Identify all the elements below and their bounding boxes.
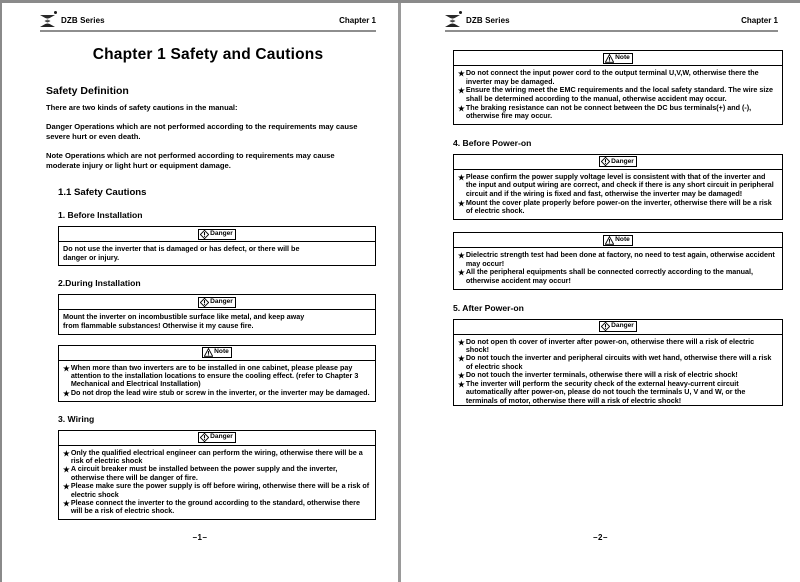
caution-line: ★ Do not connect the input power cord to the output terminal U,V,W, otherwise there the inverter may be damaged. bbox=[458, 68, 759, 86]
document-page-1 bbox=[2, 3, 398, 582]
caution-line: ★ The braking resistance can not be connect between the DC bus terminals(+) and (-), otherwise fire may occur. bbox=[458, 102, 752, 121]
caution-box-body bbox=[59, 446, 375, 519]
star-bullet-icon: ★ bbox=[63, 363, 70, 373]
star-bullet-icon: ★ bbox=[458, 337, 465, 347]
caution-box-header bbox=[59, 227, 375, 242]
danger-badge-label: Danger bbox=[210, 298, 233, 306]
caution-box-body bbox=[59, 242, 375, 265]
star-bullet-icon: ★ bbox=[63, 482, 70, 492]
note-triangle-icon bbox=[605, 54, 614, 63]
caution-box bbox=[58, 430, 376, 520]
caution-line: ★ A circuit breaker must be installed between the power supply and the inverter, otherwise there will be danger of fire. bbox=[63, 464, 338, 482]
caution-box bbox=[453, 232, 783, 290]
caution-line: ★ Do not drop the lead wire stub or screw in the inverter, or the inverter may be damaged. bbox=[63, 387, 370, 398]
page-running-header bbox=[445, 12, 778, 29]
heading-wiring: 3. Wiring bbox=[58, 413, 95, 424]
note-badge bbox=[603, 235, 633, 246]
note-triangle-icon bbox=[204, 348, 213, 357]
caution-box bbox=[58, 294, 376, 334]
caution-box bbox=[453, 319, 783, 406]
caution-box-header bbox=[454, 155, 782, 170]
star-bullet-icon: ★ bbox=[458, 103, 465, 113]
note-badge bbox=[202, 347, 232, 358]
brand-label: DZB Series bbox=[466, 16, 510, 25]
danger-badge-label: Danger bbox=[611, 157, 634, 165]
danger-badge bbox=[599, 321, 637, 332]
danger-badge bbox=[198, 297, 236, 308]
header-rule bbox=[445, 30, 778, 32]
caution-box-header bbox=[454, 233, 782, 248]
caution-line: ★ Ensure the wiring meet the EMC requirements and the local safety standard. The wire size shall be determined according to the manual, otherwise accident may occur. bbox=[458, 85, 773, 103]
heading-before-installation: 1. Before Installation bbox=[58, 210, 143, 221]
heading-after-power-on: 5. After Power-on bbox=[453, 302, 524, 313]
safety-definition-intro: There are two kinds of safety cautions in the manual: bbox=[46, 103, 238, 112]
caution-box bbox=[58, 226, 376, 266]
header-chapter-label: Chapter 1 bbox=[339, 16, 376, 25]
caution-line: danger or injury. bbox=[63, 252, 120, 262]
caution-line: Do not use the inverter that is damaged or has defect, or there will be bbox=[63, 244, 300, 254]
danger-badge-label: Danger bbox=[210, 433, 233, 441]
star-bullet-icon: ★ bbox=[458, 69, 465, 78]
caution-line: ★ Please confirm the power supply voltage level is consistent with that of the inverter and the input and output wiring are correct, and check if there is any short circuit in peripheral circuit and if the wiring is fixed and fast, otherwise the inverter may be damaged! bbox=[458, 171, 774, 199]
note-badge bbox=[603, 53, 633, 64]
danger-badge bbox=[198, 432, 236, 443]
page-number: –1– bbox=[192, 533, 208, 542]
caution-box-header bbox=[454, 320, 782, 335]
caution-line: ★ When more than two inverters are to be installed in one cabinet, please please pay attention to the installation locations to ensure the cooling effect. (refer to Chapter 3 Mechanical and Electrical Installation) bbox=[63, 362, 359, 389]
danger-badge-label: Danger bbox=[210, 229, 233, 237]
brand-block bbox=[445, 14, 510, 27]
caution-box-body bbox=[59, 310, 375, 333]
caution-line: ★ Only the qualified electrical engineer can perform the wiring, otherwise there will be a risk of electric shock bbox=[63, 447, 363, 466]
star-bullet-icon: ★ bbox=[458, 268, 465, 278]
star-bullet-icon: ★ bbox=[458, 370, 465, 380]
caution-line: ★ Please make sure the power supply is off before wiring, otherwise there will be a risk of electric shock bbox=[63, 481, 370, 499]
caution-box bbox=[58, 345, 376, 402]
caution-box-body bbox=[454, 335, 782, 405]
heading-before-power-on: 4. Before Power-on bbox=[453, 137, 532, 148]
brand-block bbox=[40, 14, 105, 27]
danger-badge bbox=[599, 156, 637, 167]
danger-diamond-icon bbox=[200, 298, 209, 307]
caution-box bbox=[453, 50, 783, 125]
caution-line: ★ Mount the cover plate properly before power-on the inverter, otherwise there will be a risk of electric shock. bbox=[458, 197, 772, 216]
heading-safety-definition: Safety Definition bbox=[46, 85, 129, 97]
star-bullet-icon: ★ bbox=[458, 86, 465, 96]
header-rule bbox=[40, 30, 376, 32]
star-bullet-icon: ★ bbox=[458, 251, 465, 261]
note-badge-label: Note bbox=[615, 53, 630, 61]
caution-line: ★ All the peripheral equipments shall be connected correctly according to the manual, otherwise accident may occur! bbox=[458, 267, 753, 285]
star-bullet-icon: ★ bbox=[63, 388, 70, 398]
caution-box-header bbox=[59, 295, 375, 310]
page-number: –2– bbox=[593, 533, 608, 542]
brand-label: DZB Series bbox=[61, 16, 105, 25]
header-chapter-label: Chapter 1 bbox=[741, 16, 778, 25]
danger-badge-label: Danger bbox=[611, 322, 634, 330]
star-bullet-icon: ★ bbox=[458, 354, 465, 364]
caution-box bbox=[453, 154, 783, 220]
dzb-logo-icon bbox=[40, 14, 57, 27]
caution-line: ★ Do not open th cover of inverter after power-on, otherwise there will a risk of electric shock! bbox=[458, 336, 755, 354]
caution-line: ★ Do not touch the inverter terminals, otherwise there will a risk of electric shock! bbox=[458, 369, 738, 380]
note-badge-label: Note bbox=[214, 348, 229, 356]
dzb-logo-icon bbox=[445, 14, 462, 27]
danger-diamond-icon bbox=[200, 230, 209, 239]
caution-line: ★ Do not touch the inverter and peripheral circuits with wet hand, otherwise there will a risk of electric shock bbox=[458, 353, 772, 371]
caution-line: Mount the inverter on incombustible surface like metal, and keep away bbox=[63, 312, 305, 322]
danger-badge bbox=[198, 229, 236, 240]
star-bullet-icon: ★ bbox=[458, 198, 465, 208]
danger-diamond-icon bbox=[601, 157, 610, 166]
star-bullet-icon: ★ bbox=[63, 498, 70, 508]
caution-box-body bbox=[454, 170, 782, 219]
note-triangle-icon bbox=[605, 236, 614, 245]
caution-line: ★ Dielectric strength test had been done at factory, no need to test again, otherwise accident may occur! bbox=[458, 250, 775, 268]
page-running-header bbox=[40, 12, 376, 29]
caution-line: ★ The inverter will perform the security check of the external heavy-current circuit automatically after power-on, please do not touch the terminals U, V and W, or the terminals of motor, otherwise there will a risk of electric shock! bbox=[458, 379, 746, 405]
caution-box-body bbox=[454, 248, 782, 289]
page-title: Chapter 1 Safety and Cautions bbox=[92, 46, 324, 63]
heading-during-installation: 2.During Installation bbox=[58, 278, 141, 289]
star-bullet-icon: ★ bbox=[63, 448, 70, 458]
star-bullet-icon: ★ bbox=[63, 465, 70, 475]
caution-box-header bbox=[454, 51, 782, 66]
caution-line: ★ Please connect the inverter to the ground according to the standard, otherwise there will be a risk of electric shock. bbox=[63, 497, 360, 516]
caution-box-body bbox=[59, 361, 375, 401]
danger-diamond-icon bbox=[200, 433, 209, 442]
safety-definition-danger-paragraph: Danger Operations which are not performed according to the requirements may cause severe hurt or even death. bbox=[46, 122, 358, 142]
caution-line: from flammable substances! Otherwise it my cause fire. bbox=[63, 321, 254, 330]
star-bullet-icon: ★ bbox=[458, 172, 465, 182]
document-page-2 bbox=[401, 3, 800, 582]
heading-1-1-safety-cautions: 1.1 Safety Cautions bbox=[58, 187, 147, 199]
caution-box-header bbox=[59, 431, 375, 446]
note-badge-label: Note bbox=[615, 235, 630, 243]
caution-box-header bbox=[59, 346, 375, 361]
safety-definition-note-paragraph: Note Operations which are not performed according to requirements may cause moderate injury or light hurt or equipment damage. bbox=[46, 151, 335, 171]
danger-diamond-icon bbox=[601, 322, 610, 331]
caution-box-body bbox=[454, 66, 782, 124]
star-bullet-icon: ★ bbox=[458, 380, 465, 390]
